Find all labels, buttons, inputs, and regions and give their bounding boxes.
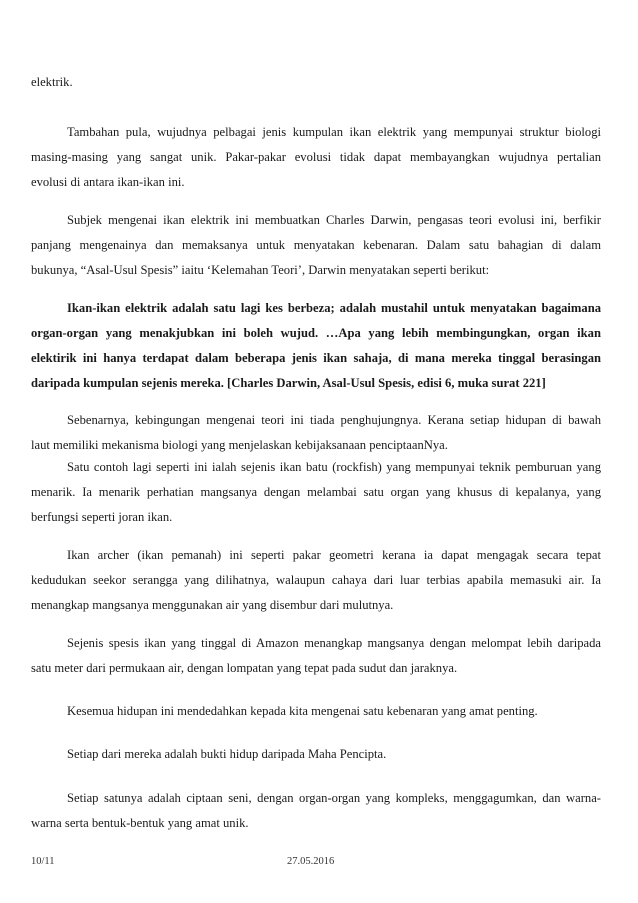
text-line: berfungsi seperti joran ikan. [31,510,173,524]
footer-date: 27.05.2016 [287,856,335,867]
quote-line: daripada kumpulan sejenis mereka. [Charles Darwin, Asal-Usul Spesis, edisi 6, muka surat 221] [31,376,546,390]
text-line: satu meter dari permukaan air, dengan lompatan yang tepat pada sudut dan jaraknya. [31,661,458,675]
text-line: warna serta bentuk-bentuk yang amat unik. [31,816,249,830]
text-line: elektrik. [31,75,73,89]
text-line: Ikan archer (ikan pemanah) ini seperti pakar geometri kerana ia dapat mengagak secara tepat [67,548,601,562]
text-line: Sejenis spesis ikan yang tinggal di Amazon menangkap mangsanya dengan melompat lebih daripada [67,636,601,650]
text-line: Setiap satunya adalah ciptaan seni, dengan organ-organ yang kompleks, menggagumkan, dan warna- [67,791,601,805]
text-line: Sebenarnya, kebingungan mengenai teori ini tiada penghujungnya. Kerana setiap hidupan di bawah [67,413,601,427]
quote-line: elektirik ini hanya terdapat dalam beberapa jenis ikan sahaja, di mana mereka tinggal berasingan [31,351,601,365]
text-line: bukunya, “Asal-Usul Spesis” iaitu ‘Kelemahan Teori’, Darwin menyatakan seperti berikut: [31,263,490,277]
text-line: Subjek mengenai ikan elektrik ini membuatkan Charles Darwin, pengasas teori evolusi ini, berfikir [67,213,601,227]
text-line: panjang mengenainya dan memaksanya untuk menyatakan kebenaran. Dalam satu bahagian di dalam [31,238,601,252]
text-line: menarik. Ia menarik perhatian mangsanya dengan melambai satu organ yang khusus di kepalanya, yang [31,485,601,499]
text-line: masing-masing yang sangat unik. Pakar-pakar evolusi tidak dapat membayangkan wujudnya pertalian [31,150,601,164]
quote-line: organ-organ yang menakjubkan ini boleh wujud. …Apa yang lebih membingungkan, organ ikan [31,326,601,340]
text-line: laut memiliki mekanisma biologi yang menjelaskan kebijaksanaan penciptaanNya. [31,438,448,452]
text-line: Satu contoh lagi seperti ini ialah sejenis ikan batu (rockfish) yang mempunyai teknik pemburuan yang [67,460,601,474]
text-line: Setiap dari mereka adalah bukti hidup daripada Maha Pencipta. [67,747,387,761]
text-line: evolusi di antara ikan-ikan ini. [31,175,185,189]
page-number: 10/11 [31,856,55,867]
text-line: menangkap mangsanya menggunakan air yang disembur dari mulutnya. [31,598,394,612]
quote-line: Ikan-ikan elektrik adalah satu lagi kes berbeza; adalah mustahil untuk menyatakan bagaimana [67,301,601,315]
text-line: kedudukan seekor serangga yang dilihatnya, walaupun cahaya dari luar terbias apabila memasuki air. Ia [31,573,601,587]
text-line: Tambahan pula, wujudnya pelbagai jenis kumpulan ikan elektrik yang mempunyai struktur biologi [67,125,601,139]
text-line: Kesemua hidupan ini mendedahkan kepada kita mengenai satu kebenaran yang amat penting. [67,704,538,718]
